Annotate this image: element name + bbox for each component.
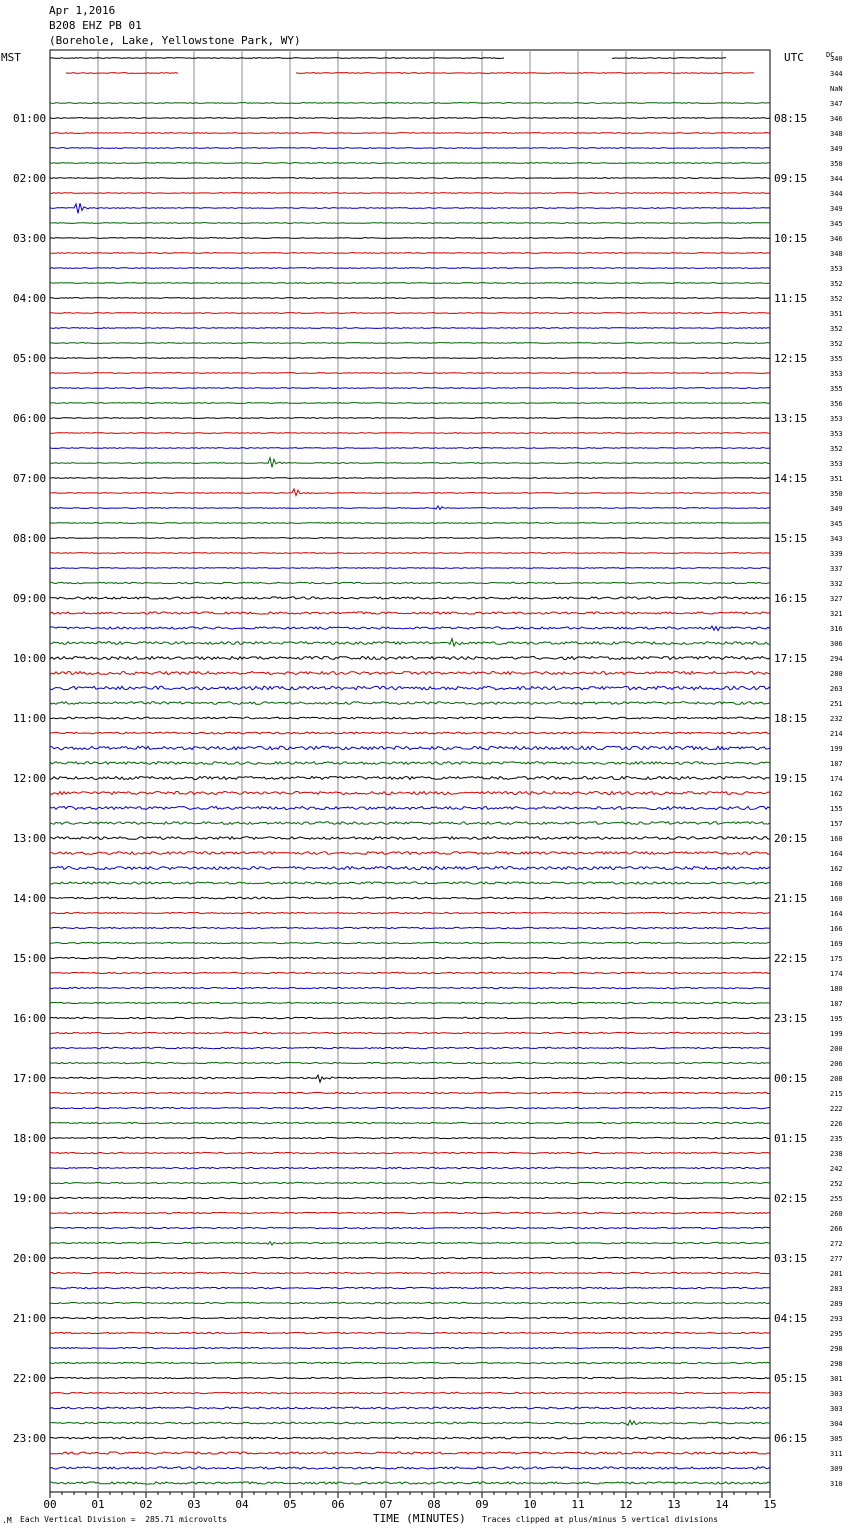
seismic-trace: [50, 1317, 770, 1318]
seismic-trace: [50, 1452, 770, 1454]
dc-offset-label: 199: [830, 1030, 843, 1038]
seismic-trace: [50, 612, 770, 614]
seismic-trace: [50, 253, 770, 254]
dc-offset-label: 304: [830, 1420, 843, 1428]
seismic-trace: [50, 1420, 770, 1425]
seismic-trace: [50, 1287, 770, 1288]
utc-hour-label: 15:15: [774, 532, 808, 545]
mst-hour-label: 09:00: [13, 592, 47, 605]
utc-hour-label: 06:15: [774, 1432, 808, 1445]
dc-offset-label: 252: [830, 1180, 843, 1188]
seismic-trace: [50, 268, 770, 269]
dc-offset-label: 289: [830, 1300, 843, 1308]
dc-offset-label: 355: [830, 385, 843, 393]
seismic-trace: [50, 806, 770, 809]
dc-offset-label: 352: [830, 445, 843, 453]
dc-offset-label: 345: [830, 520, 843, 528]
seismic-trace: [50, 717, 770, 719]
dc-offset-label: 344: [830, 190, 843, 198]
dc-offset-label: 311: [830, 1450, 843, 1458]
seismic-trace: [50, 148, 770, 149]
mst-hour-label: 02:00: [13, 172, 47, 185]
utc-axis-label: UTC: [784, 51, 804, 64]
seismic-trace: [50, 1347, 770, 1348]
seismic-trace: [50, 686, 770, 690]
dc-offset-label: 251: [830, 700, 843, 708]
seismic-trace: [50, 58, 726, 59]
utc-hour-label: 18:15: [774, 712, 808, 725]
seismic-trace: [50, 656, 770, 659]
seismic-trace: [50, 1377, 770, 1378]
seismic-trace: [50, 822, 770, 825]
dc-offset-label: 238: [830, 1150, 843, 1158]
seismic-trace: [50, 1197, 770, 1198]
seismic-trace: [50, 1227, 770, 1228]
dc-offset-label: 351: [830, 310, 843, 318]
seismic-trace: [50, 1062, 770, 1063]
dc-offset-label: 343: [830, 535, 843, 543]
dc-offset-label: 175: [830, 955, 843, 963]
seismic-trace: [50, 448, 770, 449]
dc-offset-label: 266: [830, 1225, 843, 1233]
mst-hour-label: 14:00: [13, 892, 47, 905]
seismic-trace: [50, 927, 770, 928]
seismic-trace: [50, 762, 770, 765]
dc-offset-label: 281: [830, 1270, 843, 1278]
seismic-trace: [50, 328, 770, 329]
clipping-note: Traces clipped at plus/minus 5 vertical divisions: [482, 1515, 719, 1524]
seismic-trace: [50, 403, 770, 404]
x-tick-label: 13: [667, 1498, 681, 1511]
mst-hour-label: 17:00: [13, 1072, 47, 1085]
mst-hour-label: 08:00: [13, 532, 47, 545]
axis-labels: [1, 51, 843, 1511]
seismic-trace: [50, 538, 770, 539]
dc-offset-label: 351: [830, 475, 843, 483]
mst-hour-label: 03:00: [13, 232, 47, 245]
seismic-trace: [50, 1032, 770, 1033]
dc-offset-label: 339: [830, 550, 843, 558]
dc-offset-label: 340: [830, 55, 843, 63]
x-tick-label: 06: [331, 1498, 345, 1511]
seismic-trace: [50, 626, 770, 631]
seismic-trace: [50, 639, 770, 647]
dc-offset-label: 348: [830, 250, 843, 258]
x-tick-label: 02: [139, 1498, 153, 1511]
seismic-trace: [50, 582, 770, 583]
seismic-trace: [50, 388, 770, 389]
seismic-trace: [50, 942, 770, 943]
seismic-trace: [50, 1332, 770, 1333]
dc-offset-label: 353: [830, 265, 843, 273]
seismic-trace: [50, 1017, 770, 1018]
seismic-trace: [50, 553, 770, 554]
utc-hour-label: 16:15: [774, 592, 808, 605]
dc-offset-label: 344: [830, 175, 843, 183]
dc-offset-label: 346: [830, 115, 843, 123]
dc-offset-label: 332: [830, 580, 843, 588]
utc-hour-label: 08:15: [774, 112, 808, 125]
seismic-trace: [50, 746, 770, 750]
dc-offset-label: 293: [830, 1315, 843, 1323]
trace-group: [50, 58, 770, 1485]
seismic-trace: [50, 223, 770, 224]
utc-hour-label: 12:15: [774, 352, 808, 365]
dc-offset-label: 305: [830, 1435, 843, 1443]
seismic-trace: [50, 1272, 770, 1273]
seismic-trace: [50, 1092, 770, 1093]
seismic-trace: [50, 732, 770, 734]
seismic-trace: [50, 1107, 770, 1108]
dc-offset-label: 301: [830, 1375, 843, 1383]
dc-offset-label: 294: [830, 655, 843, 663]
seismic-trace: [50, 987, 770, 988]
utc-hour-label: 01:15: [774, 1132, 808, 1145]
dc-offset-label: 310: [830, 1480, 843, 1488]
mst-hour-label: 18:00: [13, 1132, 47, 1145]
dc-offset-label: 355: [830, 355, 843, 363]
mst-hour-label: 01:00: [13, 112, 47, 125]
x-tick-label: 03: [187, 1498, 201, 1511]
seismic-trace: [50, 1152, 770, 1153]
dc-offset-label: 348: [830, 130, 843, 138]
seismic-trace: [50, 1242, 770, 1246]
utc-hour-label: 19:15: [774, 772, 808, 785]
dc-offset-label: 295: [830, 1330, 843, 1338]
utc-hour-label: 11:15: [774, 292, 808, 305]
seismic-trace: [50, 298, 770, 299]
seismic-trace: [50, 852, 770, 855]
dc-offset-label: 187: [830, 760, 843, 768]
dc-offset-label: 157: [830, 820, 843, 828]
seismic-trace: [50, 1437, 770, 1439]
seismic-trace: [50, 1002, 770, 1003]
utc-hour-label: 09:15: [774, 172, 808, 185]
seismic-trace: [50, 672, 770, 675]
seismic-trace: [50, 792, 770, 795]
seismic-trace: [50, 597, 770, 599]
mst-hour-label: 11:00: [13, 712, 47, 725]
dc-offset-label: 222: [830, 1105, 843, 1113]
utc-hour-label: 03:15: [774, 1252, 808, 1265]
dc-offset-label: 352: [830, 325, 843, 333]
dc-offset-label: 352: [830, 295, 843, 303]
seismic-trace: [50, 837, 770, 840]
mst-hour-label: 05:00: [13, 352, 47, 365]
seismic-trace: [50, 912, 770, 913]
utc-hour-label: 23:15: [774, 1012, 808, 1025]
seismic-trace: [50, 897, 770, 899]
x-tick-label: 14: [715, 1498, 729, 1511]
dc-column-label: DC: [826, 51, 835, 59]
dc-offset-label: 169: [830, 940, 843, 948]
seismic-trace: [50, 1137, 770, 1138]
dc-offset-label: 321: [830, 610, 843, 618]
dc-offset-label: 283: [830, 1285, 843, 1293]
dc-offset-label: 306: [830, 640, 843, 648]
dc-offset-label: 255: [830, 1195, 843, 1203]
seismic-trace: [50, 418, 770, 419]
seismic-trace: [50, 1392, 770, 1393]
seismic-trace: [50, 1167, 770, 1168]
seismic-trace: [50, 373, 770, 374]
dc-offset-label: 232: [830, 715, 843, 723]
dc-offset-label: 162: [830, 790, 843, 798]
seismic-trace: [50, 568, 770, 569]
seismic-trace: [50, 1212, 770, 1213]
vertical-division-note: Each Vertical Division = 285.71 microvolts: [20, 1515, 228, 1524]
seismic-trace: [50, 458, 770, 468]
dc-offset-label: 226: [830, 1120, 843, 1128]
seismic-trace: [50, 776, 770, 779]
utc-hour-label: 14:15: [774, 472, 808, 485]
dc-offset-label: 160: [830, 835, 843, 843]
seismic-trace: [50, 193, 770, 194]
mst-hour-label: 07:00: [13, 472, 47, 485]
dc-offset-label: 180: [830, 985, 843, 993]
dc-offset-label: 350: [830, 490, 843, 498]
seismic-trace: [50, 133, 770, 134]
dc-offset-label: 353: [830, 415, 843, 423]
x-tick-label: 11: [571, 1498, 585, 1511]
x-axis-title: TIME (MINUTES): [373, 1512, 466, 1525]
seismic-trace: [50, 702, 770, 705]
seismic-trace: [50, 1075, 770, 1082]
mst-hour-label: 12:00: [13, 772, 47, 785]
x-tick-label: 10: [523, 1498, 537, 1511]
seismic-trace: [50, 163, 770, 164]
seismic-trace: [50, 1122, 770, 1123]
dc-offset-label: 160: [830, 880, 843, 888]
dc-offset-label: NaN: [830, 85, 843, 93]
seismic-trace: [50, 343, 770, 344]
x-tick-label: 05: [283, 1498, 297, 1511]
seismic-trace: [50, 203, 770, 213]
x-tick-label: 08: [427, 1498, 441, 1511]
utc-hour-label: 21:15: [774, 892, 808, 905]
dc-offset-label: 353: [830, 430, 843, 438]
dc-offset-label: 316: [830, 625, 843, 633]
dc-offset-label: 187: [830, 1000, 843, 1008]
dc-offset-label: 164: [830, 850, 843, 858]
dc-offset-label: 208: [830, 1075, 843, 1083]
seismic-trace: [50, 523, 770, 524]
dc-offset-label: 298: [830, 1345, 843, 1353]
dc-offset-label: 260: [830, 1210, 843, 1218]
seismic-trace: [50, 1467, 770, 1469]
dc-offset-label: 263: [830, 685, 843, 693]
mst-hour-label: 23:00: [13, 1432, 47, 1445]
utc-hour-label: 13:15: [774, 412, 808, 425]
dc-offset-label: 346: [830, 235, 843, 243]
mst-hour-label: 06:00: [13, 412, 47, 425]
dc-offset-label: 356: [830, 400, 843, 408]
dc-offset-label: 280: [830, 670, 843, 678]
dc-offset-label: 174: [830, 970, 843, 978]
utc-hour-label: 20:15: [774, 832, 808, 845]
dc-offset-label: 298: [830, 1360, 843, 1368]
dc-offset-label: 166: [830, 925, 843, 933]
dc-offset-label: 347: [830, 100, 843, 108]
seismic-trace: [66, 73, 754, 74]
dc-offset-label: 277: [830, 1255, 843, 1263]
dc-offset-label: 242: [830, 1165, 843, 1173]
dc-offset-label: 349: [830, 205, 843, 213]
corner-mark: .M: [2, 1516, 12, 1525]
utc-hour-label: 10:15: [774, 232, 808, 245]
station-location: (Borehole, Lake, Yellowstone Park, WY): [49, 34, 301, 47]
x-tick-label: 01: [91, 1498, 105, 1511]
seismic-trace: [50, 866, 770, 869]
chart-date: Apr 1,2016: [49, 4, 116, 17]
mst-hour-label: 20:00: [13, 1252, 47, 1265]
mst-hour-label: 16:00: [13, 1012, 47, 1025]
seismic-trace: [50, 433, 770, 434]
dc-offset-label: 309: [830, 1465, 843, 1473]
dc-offset-label: 155: [830, 805, 843, 813]
dc-offset-label: 214: [830, 730, 843, 738]
x-tick-label: 07: [379, 1498, 393, 1511]
dc-offset-label: 327: [830, 595, 843, 603]
seismic-trace: [50, 1047, 770, 1048]
x-tick-label: 09: [475, 1498, 489, 1511]
seismic-trace: [50, 478, 770, 479]
dc-offset-label: 353: [830, 370, 843, 378]
dc-offset-label: 337: [830, 565, 843, 573]
seismic-trace: [50, 489, 770, 496]
seismic-trace: [50, 1482, 770, 1484]
dc-offset-label: 303: [830, 1390, 843, 1398]
seismic-trace: [50, 972, 770, 973]
dc-offset-label: 349: [830, 145, 843, 153]
seismic-trace: [50, 506, 770, 510]
utc-hour-label: 17:15: [774, 652, 808, 665]
dc-offset-label: 199: [830, 745, 843, 753]
mst-hour-label: 10:00: [13, 652, 47, 665]
seismic-trace: [50, 238, 770, 239]
seismic-trace: [50, 358, 770, 359]
dc-offset-label: 272: [830, 1240, 843, 1248]
dc-offset-label: 174: [830, 775, 843, 783]
utc-hour-label: 00:15: [774, 1072, 808, 1085]
dc-offset-label: 353: [830, 460, 843, 468]
dc-offset-label: 352: [830, 280, 843, 288]
mst-hour-label: 15:00: [13, 952, 47, 965]
dc-offset-label: 345: [830, 220, 843, 228]
mst-hour-label: 22:00: [13, 1372, 47, 1385]
seismic-trace: [50, 1302, 770, 1303]
x-tick-label: 12: [619, 1498, 633, 1511]
dc-offset-label: 164: [830, 910, 843, 918]
dc-offset-label: 303: [830, 1405, 843, 1413]
dc-offset-label: 350: [830, 160, 843, 168]
seismic-trace: [50, 103, 770, 104]
utc-hour-label: 04:15: [774, 1312, 808, 1325]
seismic-trace: [50, 882, 770, 884]
dc-offset-label: 195: [830, 1015, 843, 1023]
x-tick-label: 04: [235, 1498, 249, 1511]
seismic-trace: [50, 1362, 770, 1363]
seismic-trace: [50, 283, 770, 284]
mst-hour-label: 19:00: [13, 1192, 47, 1205]
dc-offset-label: 160: [830, 895, 843, 903]
utc-hour-label: 02:15: [774, 1192, 808, 1205]
utc-hour-label: 05:15: [774, 1372, 808, 1385]
seismic-trace: [50, 1257, 770, 1258]
dc-offset-label: 344: [830, 70, 843, 78]
utc-hour-label: 22:15: [774, 952, 808, 965]
seismic-trace: [50, 957, 770, 958]
dc-offset-label: 215: [830, 1090, 843, 1098]
seismic-trace: [50, 1407, 770, 1409]
mst-hour-label: 04:00: [13, 292, 47, 305]
seismic-trace: [50, 178, 770, 179]
dc-offset-label: 206: [830, 1060, 843, 1068]
dc-offset-label: 162: [830, 865, 843, 873]
dc-offset-label: 349: [830, 505, 843, 513]
x-tick-label: 00: [43, 1498, 57, 1511]
station-code: B208 EHZ PB 01: [49, 19, 142, 32]
seismic-trace: [50, 313, 770, 314]
mst-axis-label: MST: [1, 51, 21, 64]
mst-hour-label: 13:00: [13, 832, 47, 845]
x-tick-label: 15: [763, 1498, 777, 1511]
dc-offset-label: 352: [830, 340, 843, 348]
dc-offset-label: 235: [830, 1135, 843, 1143]
plot-frame: [50, 50, 770, 1492]
seismic-trace: [50, 1182, 770, 1183]
mst-hour-label: 21:00: [13, 1312, 47, 1325]
seismic-trace: [50, 118, 770, 119]
dc-offset-label: 200: [830, 1045, 843, 1053]
